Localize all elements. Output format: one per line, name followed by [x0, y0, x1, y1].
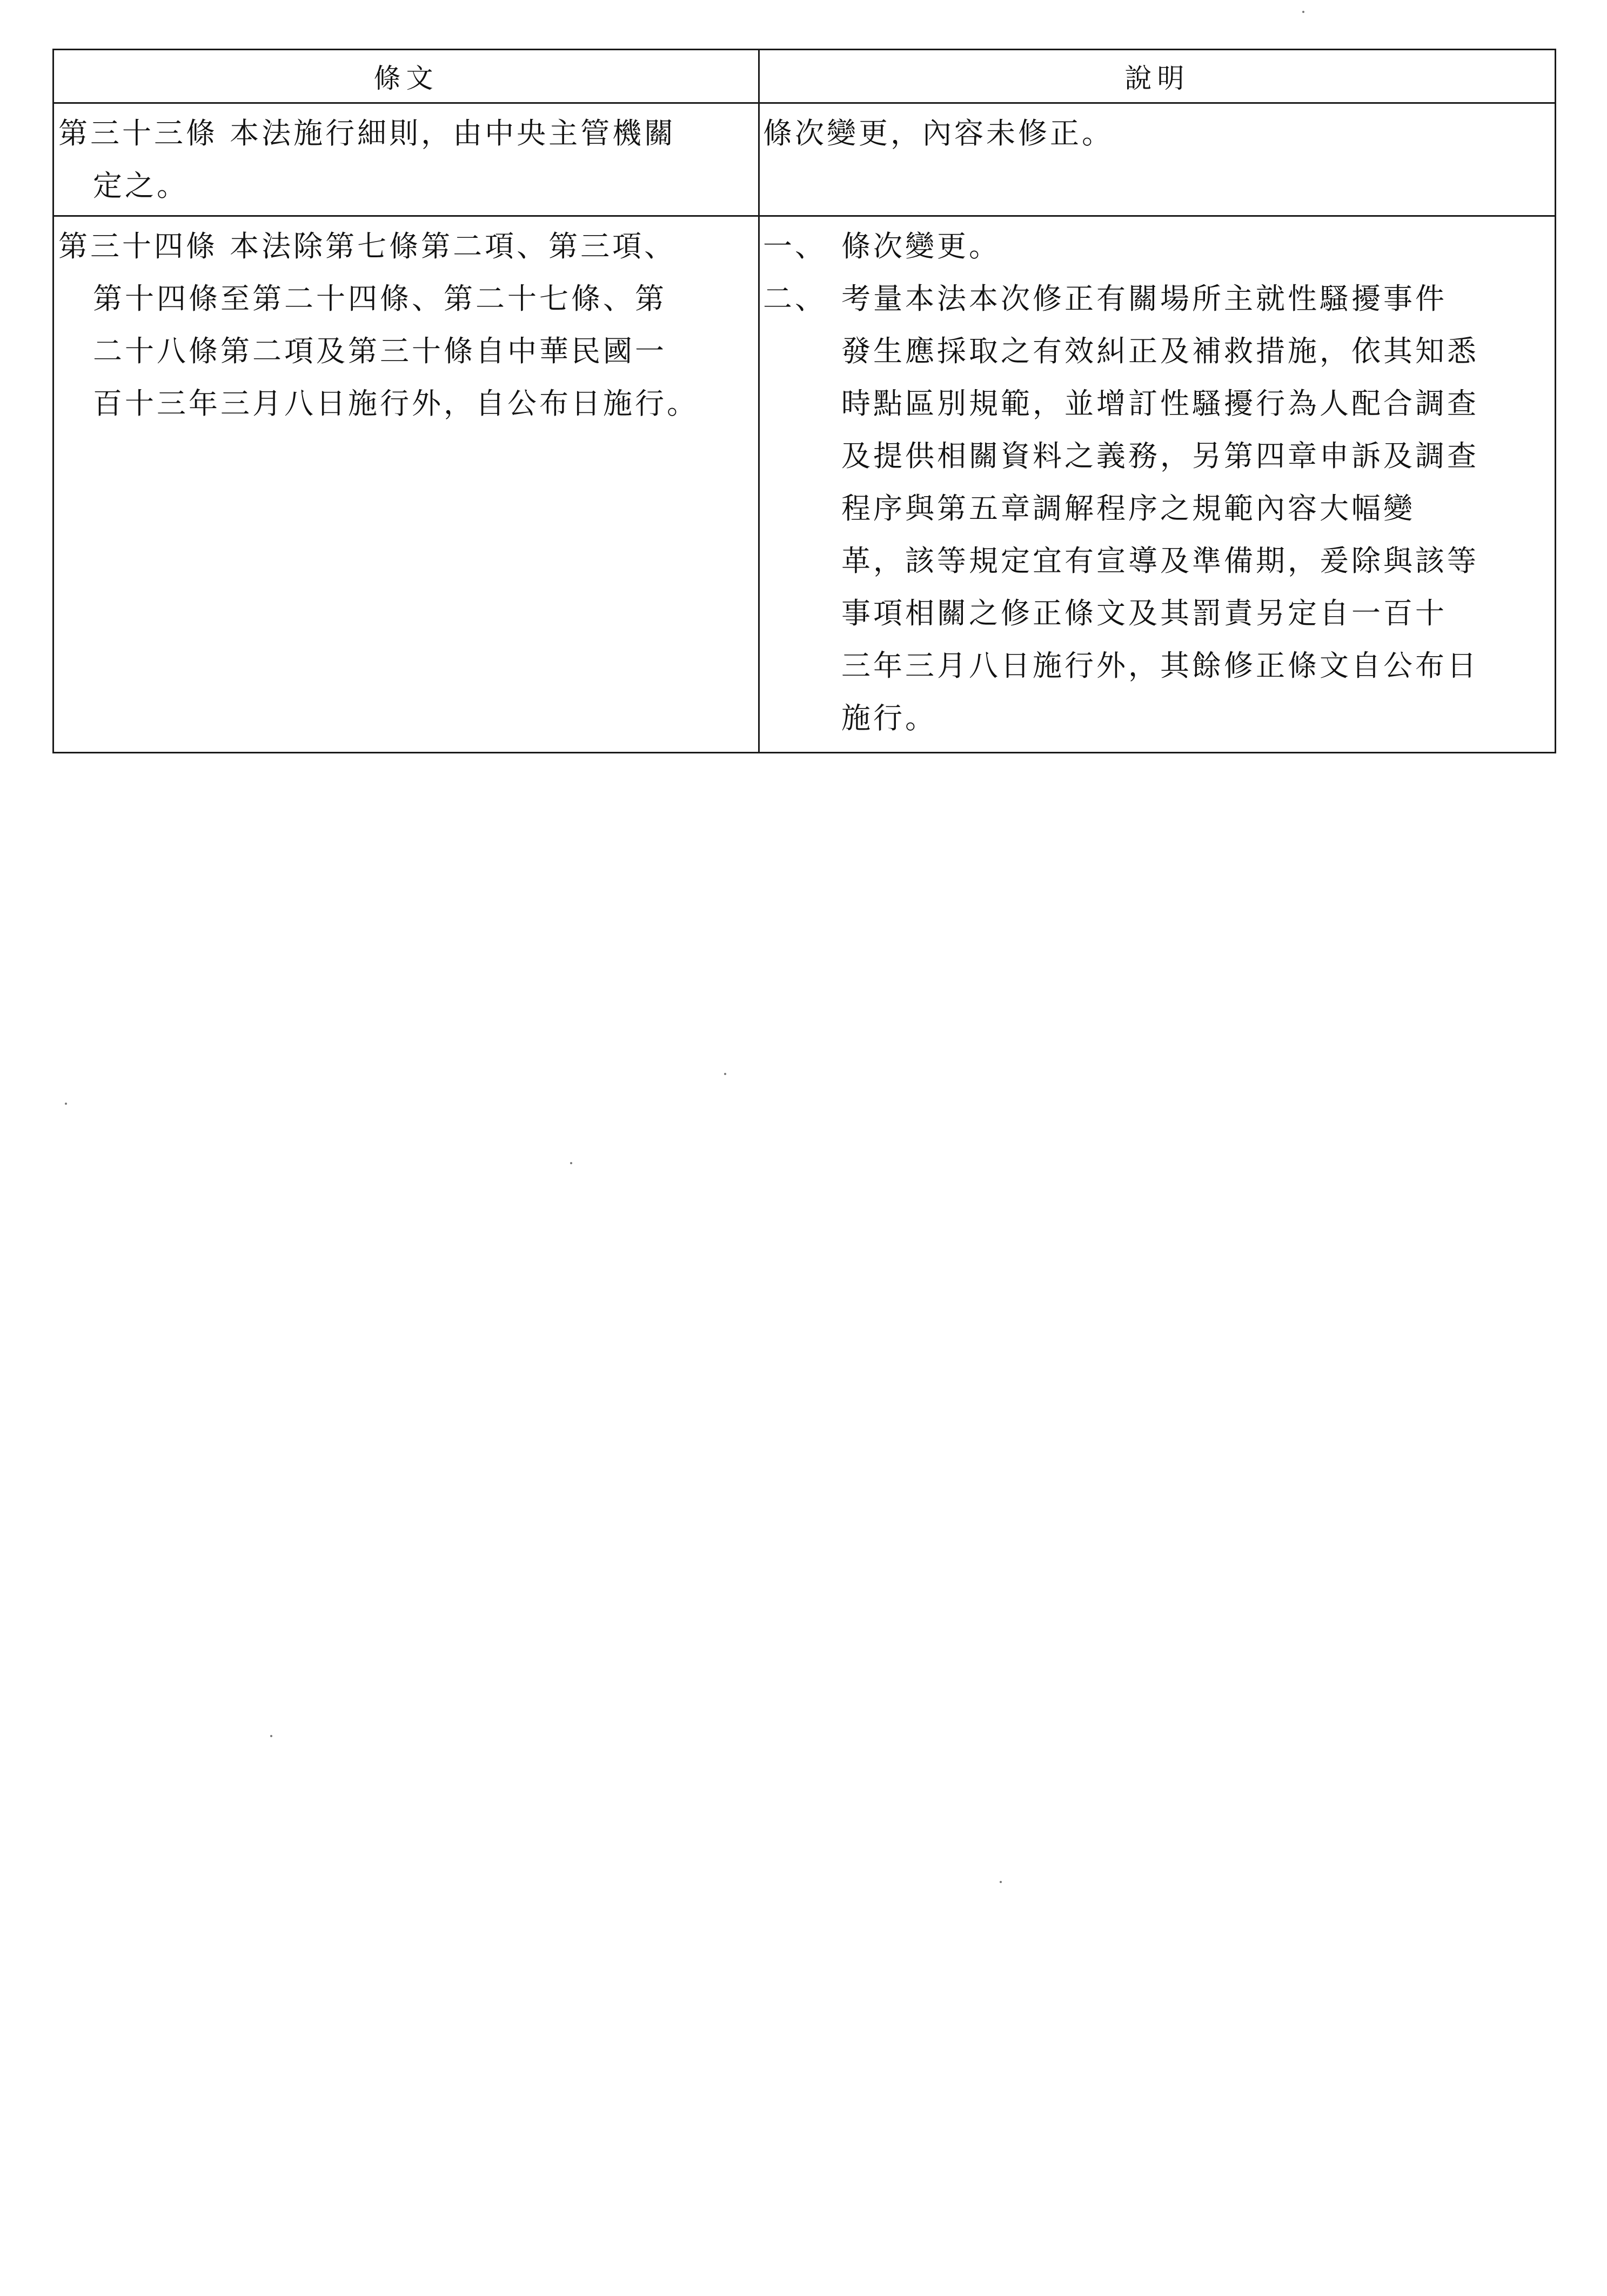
table-header-row [53, 50, 1556, 103]
item-line: 及提供相關資料之義務，另第四章申訴及調查 [841, 439, 1479, 473]
item-line: 程序與第五章調解程序之規範內容大幅變 [841, 491, 1415, 525]
item-line: 發生應採取之有效糾正及補救措施，依其知悉 [841, 334, 1479, 368]
item-line: 施行。 [841, 701, 937, 735]
header-explanation: 說明 [759, 50, 1556, 103]
item-line: 考量本法本次修正有關場所主就性騷擾事件 [841, 282, 1447, 316]
item-number: 二、 [763, 282, 827, 316]
scan-speck [570, 1162, 572, 1164]
explanation-item [763, 220, 1555, 272]
item-line: 條次變更。 [841, 229, 1001, 263]
article-line: 第三十三條 本法施行細則，由中央主管機關 [58, 116, 677, 150]
item-number: 一、 [763, 229, 827, 263]
scan-speck [270, 1735, 272, 1737]
explanation-item [763, 272, 1555, 744]
item-line: 事項相關之修正條文及其罰責另定自一百十 [841, 596, 1447, 630]
explanation-cell [759, 216, 1556, 753]
amendment-table [52, 49, 1556, 753]
item-line: 革，該等規定宜有宣導及準備期，爰除與該等 [841, 544, 1479, 578]
item-line: 時點區別規範，並增訂性騷擾行為人配合調查 [841, 386, 1479, 421]
article-line: 二十八條第二項及第三十條自中華民國一 [93, 334, 667, 368]
table-row [53, 216, 1556, 753]
article-line: 百十三年三月八日施行外，自公布日施行。 [93, 386, 699, 421]
item-line: 三年三月八日施行外，其餘修正條文自公布日 [841, 649, 1479, 683]
explanation-cell [759, 103, 1556, 216]
article-line: 定之。 [93, 169, 189, 203]
header-article: 條文 [53, 50, 759, 103]
scan-speck [1302, 11, 1304, 13]
scan-speck [724, 1073, 726, 1075]
scan-speck [1000, 1881, 1002, 1883]
scan-speck [65, 1103, 67, 1105]
article-cell [53, 216, 759, 753]
article-line: 第十四條至第二十四條、第二十七條、第 [93, 282, 667, 316]
table-row [53, 103, 1556, 216]
article-cell [53, 103, 759, 216]
article-line: 第三十四條 本法除第七條第二項、第三項、 [58, 229, 677, 263]
explanation-text: 條次變更，內容未修正。 [763, 116, 1114, 150]
